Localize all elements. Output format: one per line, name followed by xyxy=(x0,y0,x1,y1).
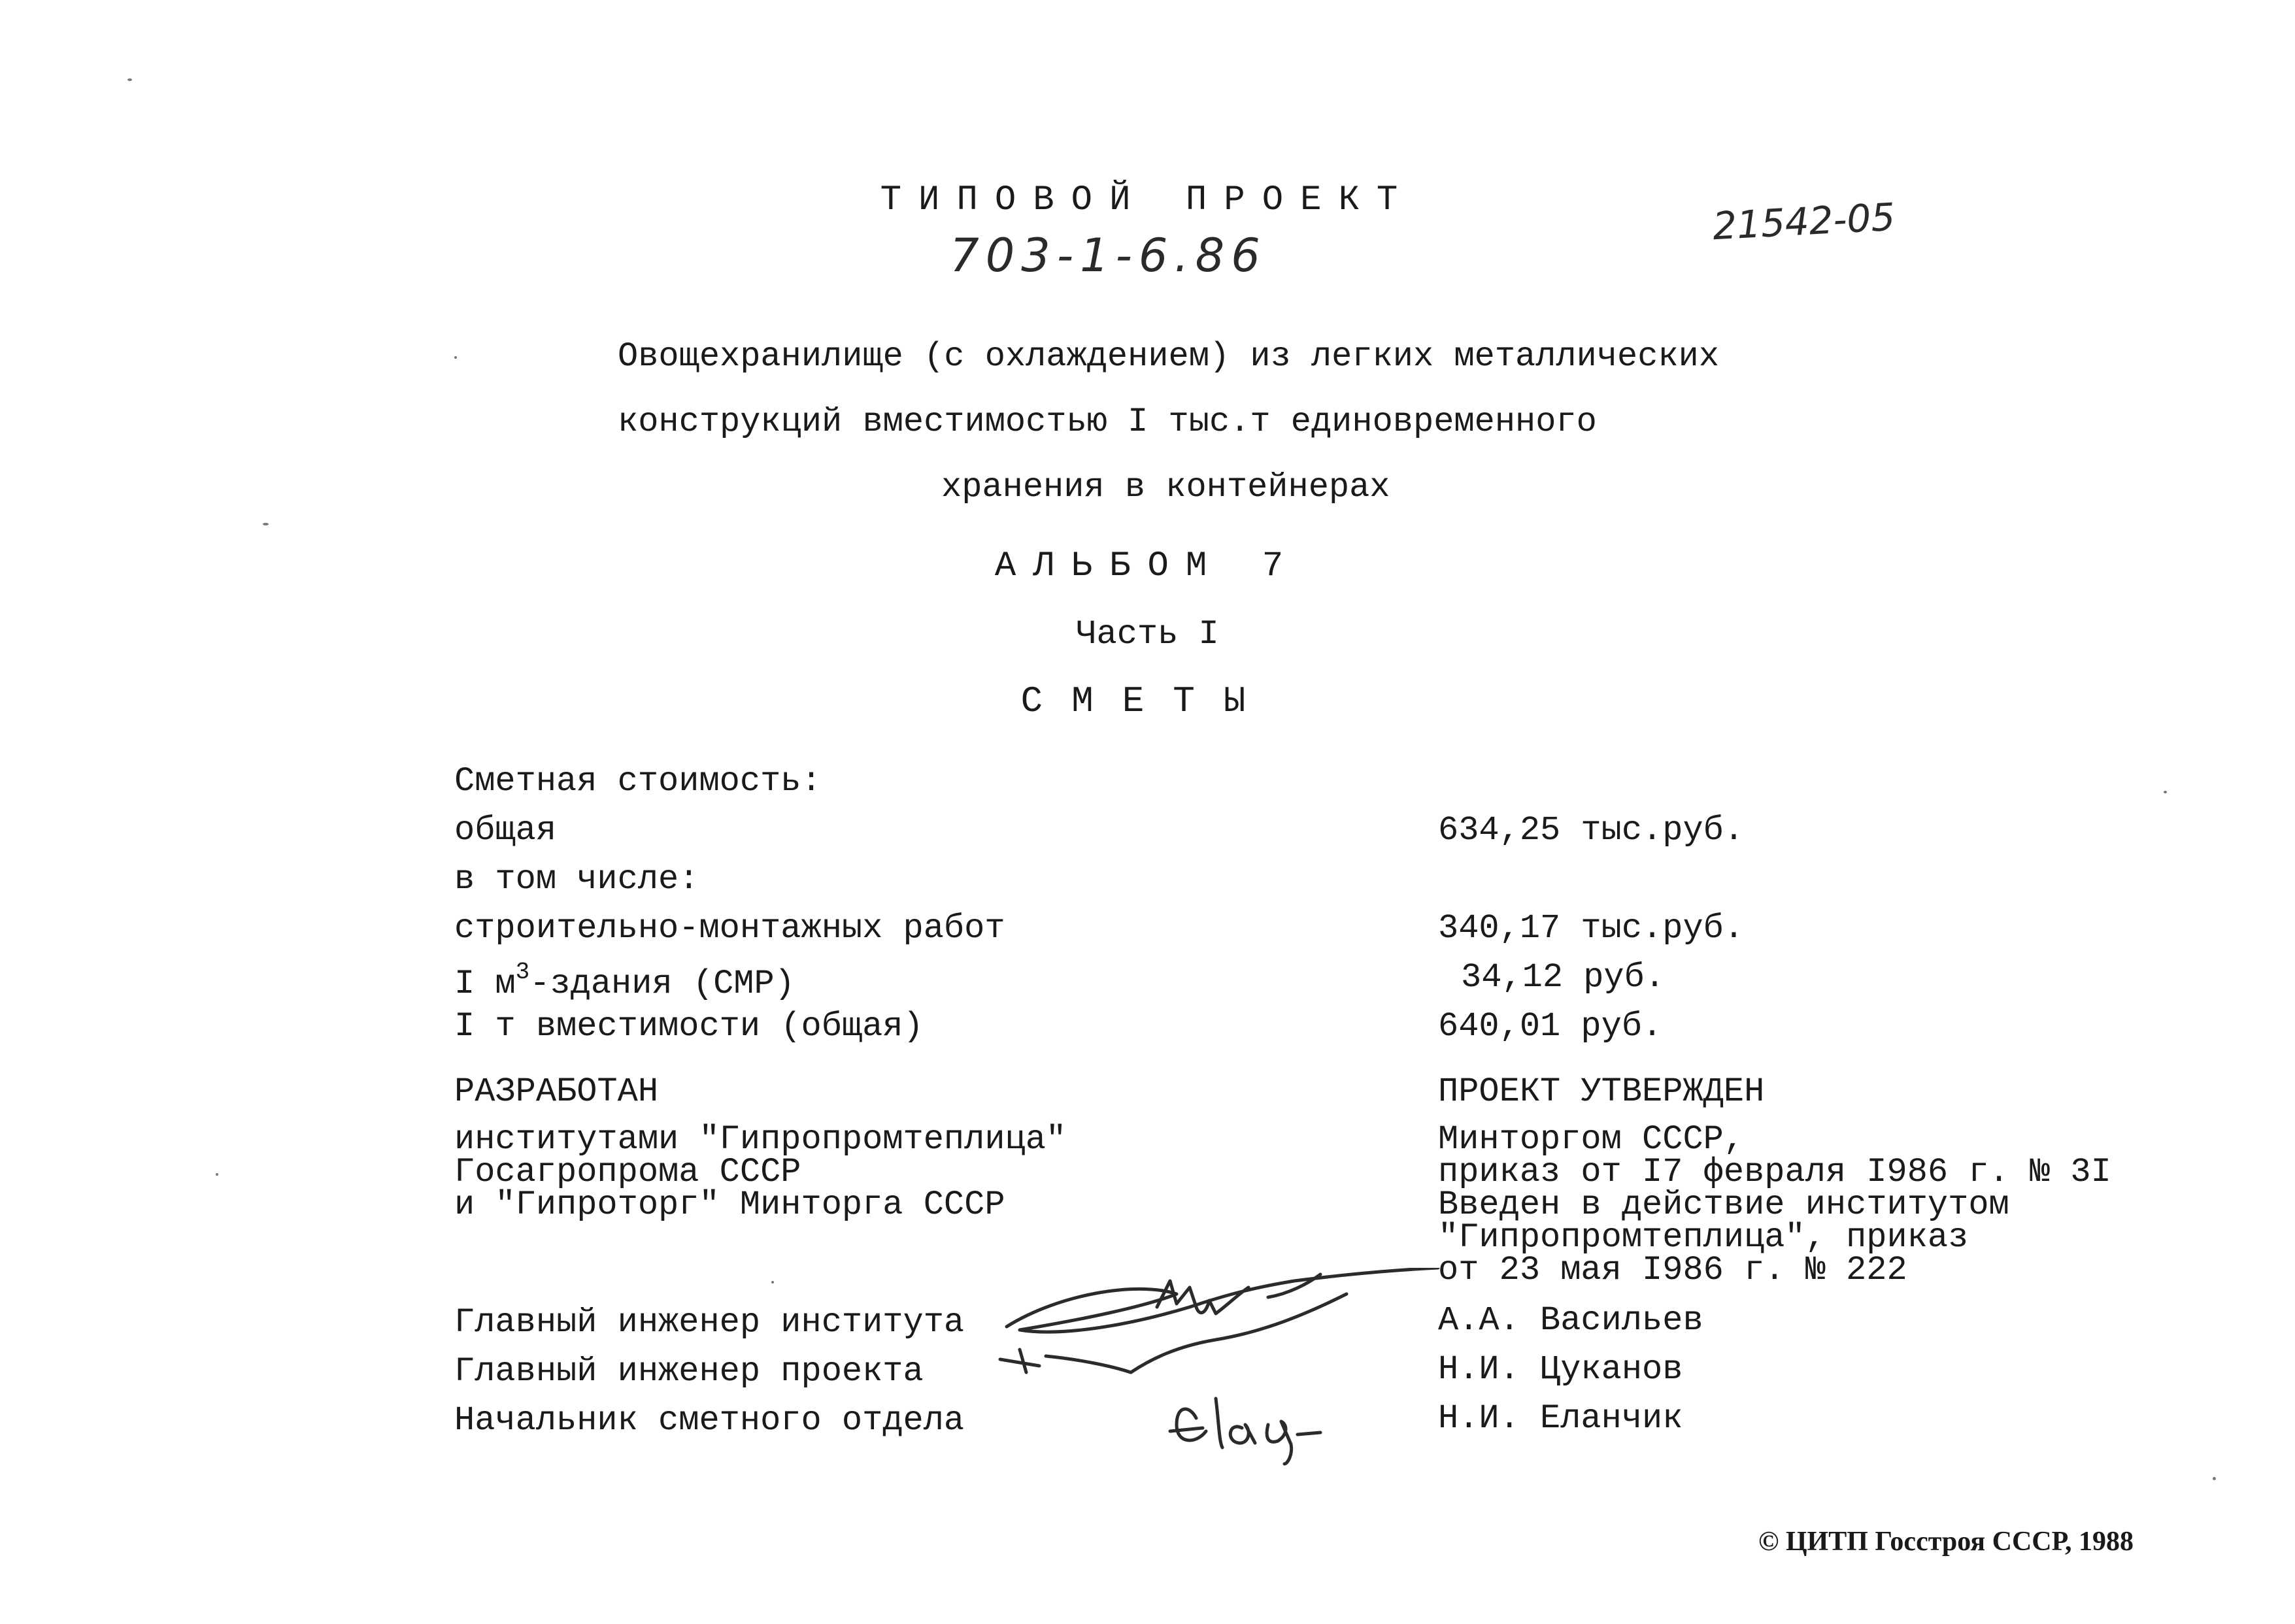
approved-line: от 23 мая I986 г. № 222 xyxy=(1438,1251,1907,1289)
scan-speck xyxy=(2164,791,2167,793)
section-title: СМЕТЫ xyxy=(1020,680,1275,722)
title-line-1: Овощехранилище (с охлаждением) из легких металлических xyxy=(618,337,1720,376)
cost-row-label: в том числе: xyxy=(454,860,699,899)
cost-row-label: I т вместимости (общая) xyxy=(454,1007,924,1046)
handwritten-signatures xyxy=(980,1268,1451,1490)
developed-line: Госагропрома СССР xyxy=(454,1153,801,1191)
cost-heading: Сметная стоимость: xyxy=(454,762,822,801)
project-type-heading: ТИПОВОЙ ПРОЕКТ xyxy=(880,180,1415,220)
album-part: Часть I xyxy=(1076,615,1219,654)
cost-row-value: 634,25 тыс.руб. xyxy=(1438,811,1745,850)
copyright: © ЦИТП Госстроя СССР, 1988 xyxy=(1758,1527,2134,1557)
scan-speck xyxy=(263,523,269,525)
title-line-3: хранения в контейнерах xyxy=(941,468,1390,506)
scan-speck xyxy=(216,1173,218,1176)
approved-line: приказ от I7 февраля I986 г. № 3I xyxy=(1438,1153,2111,1191)
signature-role: Начальник сметного отдела xyxy=(454,1401,965,1440)
album-label: АЛЬБОМ 7 xyxy=(994,546,1301,586)
scan-speck xyxy=(454,356,457,359)
approved-line: Минторгом СССР, xyxy=(1438,1120,1745,1159)
cost-row-label: общая xyxy=(454,811,557,850)
scan-speck xyxy=(127,78,132,81)
cost-row-value: 340,17 тыс.руб. xyxy=(1438,909,1745,948)
cost-row-value: 34,12 руб. xyxy=(1461,958,1666,997)
developed-line: и "Гипроторг" Минторга СССР xyxy=(454,1185,1005,1224)
approved-line: Введен в действие институтом xyxy=(1438,1185,2009,1224)
cost-row-label: I $м^3$-здания (СМР) xyxy=(454,959,795,1003)
scan-speck xyxy=(771,1281,774,1284)
developed-heading: РАЗРАБОТАН xyxy=(454,1072,659,1111)
approved-line: "Гипропромтеплица", приказ xyxy=(1438,1218,1969,1257)
signature-role: Главный инженер проекта xyxy=(454,1352,924,1391)
signature-name: Н.И. Еланчик xyxy=(1438,1399,1683,1438)
cost-row-label: строительно-монтажных работ xyxy=(454,909,1005,948)
signature-name: А.А. Васильев xyxy=(1438,1301,1703,1340)
developed-line: институтами "Гипропромтеплица" xyxy=(454,1120,1067,1159)
signature-role: Главный инженер института xyxy=(454,1303,965,1342)
scan-speck xyxy=(2213,1477,2216,1480)
approved-heading: ПРОЕКТ УТВЕРЖДЕН xyxy=(1438,1072,1765,1111)
registration-number: 21542-05 xyxy=(1711,194,1896,249)
signature-name: Н.И. Цуканов xyxy=(1438,1350,1683,1389)
project-number: 703-1-6.86 xyxy=(950,229,1267,282)
cost-row-value: 640,01 руб. xyxy=(1438,1007,1663,1046)
title-line-2: конструкций вместимостью I тыс.т единовременного xyxy=(618,403,1597,441)
